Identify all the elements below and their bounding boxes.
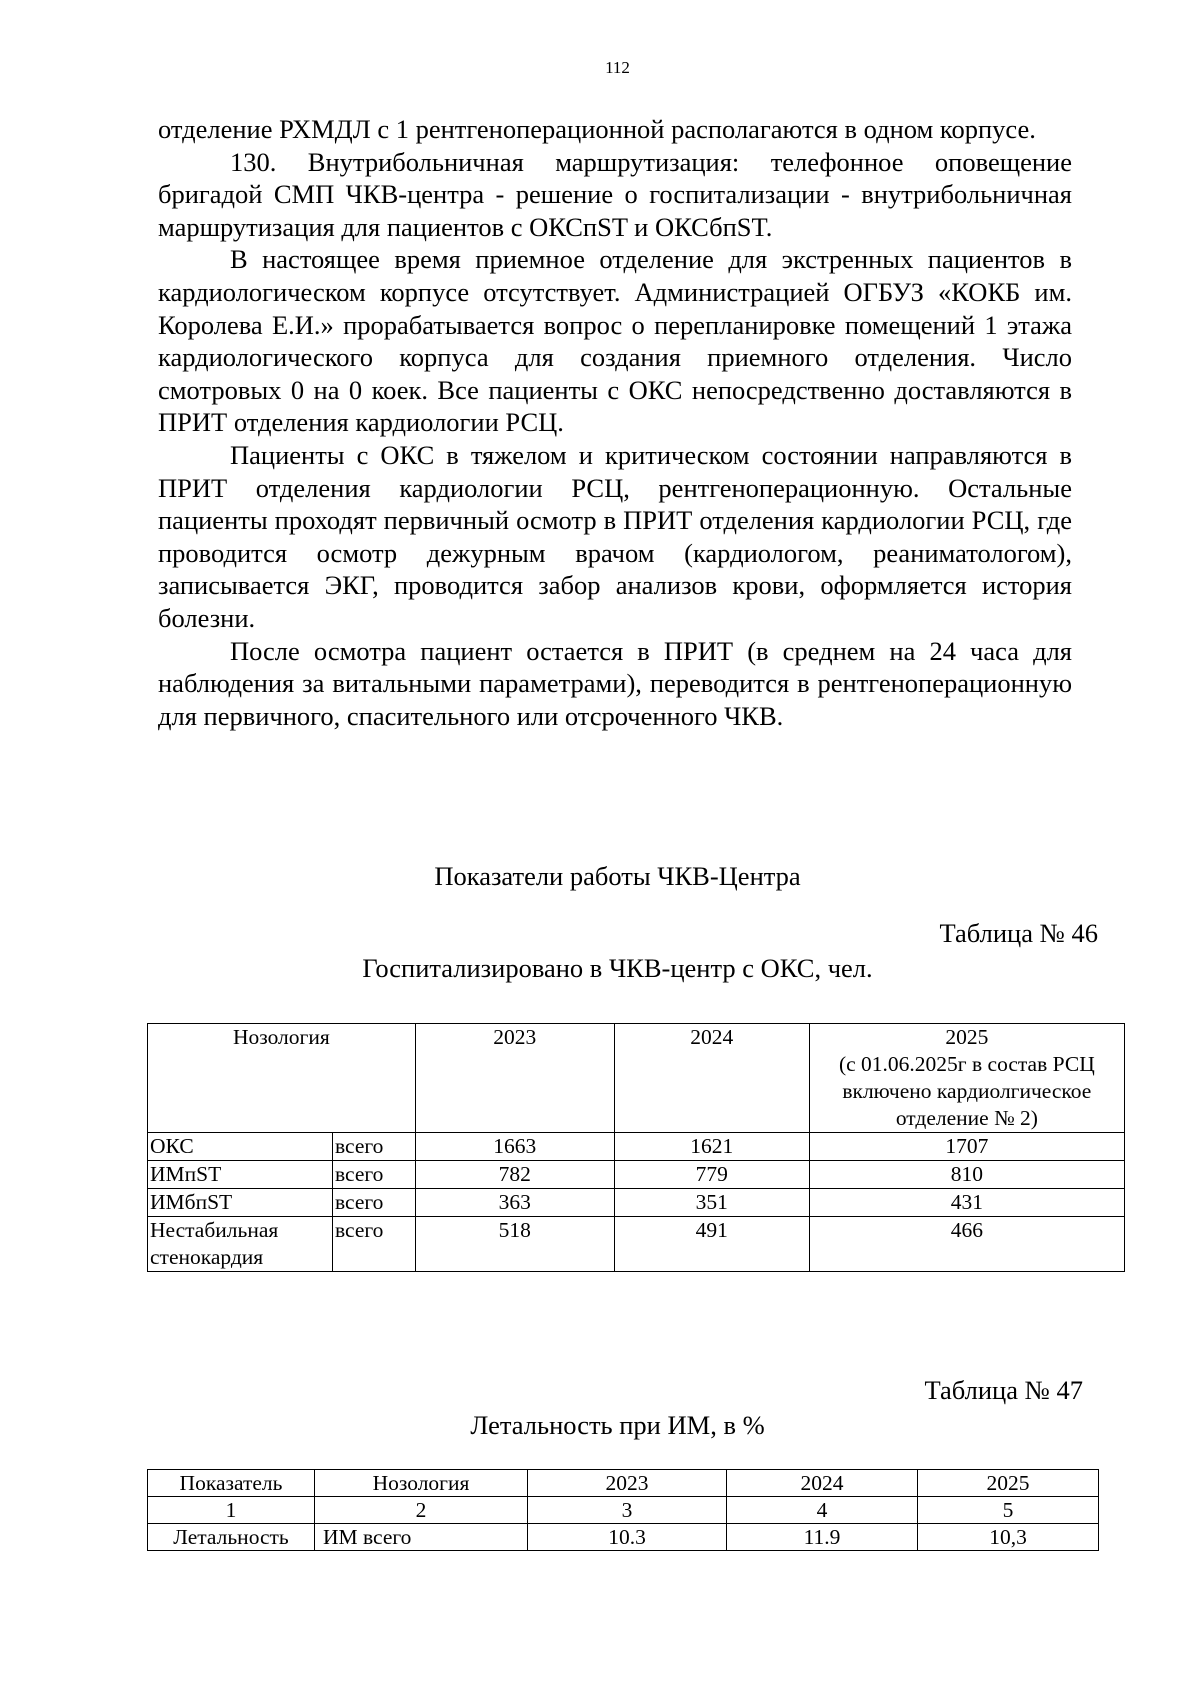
row-value-2023: 782 [415, 1161, 614, 1189]
header-2023: 2023 [528, 1470, 727, 1497]
table-row [148, 1497, 1099, 1524]
table-47 [147, 1469, 1099, 1551]
body-text [158, 113, 1072, 732]
table-46 [147, 1023, 1125, 1272]
row-value-2025: 810 [809, 1161, 1124, 1189]
row-type: всего [333, 1189, 416, 1217]
header-2024: 2024 [614, 1024, 809, 1133]
header-2025 [809, 1024, 1124, 1133]
header-2025: 2025 [918, 1470, 1099, 1497]
header-2024: 2024 [727, 1470, 918, 1497]
column-number: 4 [727, 1497, 918, 1524]
header-2025-note: (с 01.06.2025г в состав РСЦ включено кардиолгическое отделение № 2) [838, 1052, 1095, 1130]
row-value-2024: 1621 [614, 1133, 809, 1161]
row-value-2025: 10,3 [918, 1524, 1099, 1551]
table-row [148, 1133, 1125, 1161]
table-row [148, 1217, 1125, 1272]
column-number: 5 [918, 1497, 1099, 1524]
header-nosology: Нозология [148, 1024, 416, 1133]
row-name: ИМпST [148, 1161, 333, 1189]
paragraph-after-exam: После осмотра пациент остается в ПРИТ (в среднем на 24 часа для наблюдения за витальными параметрами), переводится в рентгеноперационную для первичного, спасительного или отсроченного ЧКВ. [158, 635, 1072, 731]
table-47-label: Таблица № 47 [924, 1375, 1083, 1405]
row-type: всего [333, 1133, 416, 1161]
row-value-2023: 518 [415, 1217, 614, 1272]
column-number: 2 [315, 1497, 528, 1524]
paragraph-130: 130. Внутрибольничная маршрутизация: телефонное оповещение бригадой СМП ЧКВ-центра - решение о госпитализации - внутрибольничная маршрутизация для пациентов с ОКСпST и ОКСбпST. [158, 146, 1072, 242]
paragraph-continuation: отделение РХМДЛ с 1 рентгеноперационной располагаются в одном корпусе. [158, 114, 1036, 144]
header-indicator: Показатель [148, 1470, 315, 1497]
table-row [148, 1470, 1099, 1497]
column-number: 3 [528, 1497, 727, 1524]
header-2025-year: 2025 [945, 1025, 989, 1049]
row-nosology: ИМ всего [315, 1524, 528, 1551]
page-number: 112 [605, 58, 630, 77]
table-46-label: Таблица № 46 [939, 918, 1098, 948]
row-value-2023: 363 [415, 1189, 614, 1217]
table-47-caption: Летальность при ИМ, в % [470, 1410, 765, 1440]
paragraph-admission: В настоящее время приемное отделение для экстренных пациентов в кардиологическом корпусе отсутствует. Администрацией ОГБУЗ «КОКБ им. Королева Е.И.» прорабатывается вопрос о перепланировке помещений 1 этажа кардиологического корпуса для создания приемного отделения. Число смотровых 0 на 0 коек. Все пациенты с ОКС непосредственно доставляются в ПРИТ отделения кардиологии РСЦ. [158, 244, 1072, 438]
row-value-2024: 351 [614, 1189, 809, 1217]
row-value-2025: 431 [809, 1189, 1124, 1217]
row-type: всего [333, 1217, 416, 1272]
table-46-caption: Госпитализировано в ЧКВ-центр с ОКС, чел. [362, 953, 873, 983]
paragraph-critical-patients: Пациенты с ОКС в тяжелом и критическом состоянии направляются в ПРИТ отделения кардиологии РСЦ, рентгеноперационную. Остальные пациенты проходят первичный осмотр в ПРИТ отделения кардиологии РСЦ, где проводится осмотр дежурным врачом (кардиологом, реаниматологом), записывается ЭКГ, проводится забор анализов крови, оформляется история болезни. [158, 439, 1072, 633]
row-value-2023: 1663 [415, 1133, 614, 1161]
row-value-2024: 491 [614, 1217, 809, 1272]
header-2023: 2023 [415, 1024, 614, 1133]
table-row [148, 1524, 1099, 1551]
row-type: всего [333, 1161, 416, 1189]
row-value-2024: 779 [614, 1161, 809, 1189]
table-row [148, 1161, 1125, 1189]
row-value-2024: 11.9 [727, 1524, 918, 1551]
row-value-2025: 1707 [809, 1133, 1124, 1161]
header-nosology: Нозология [315, 1470, 528, 1497]
row-indicator: Летальность [148, 1524, 315, 1551]
table-row [148, 1024, 1125, 1133]
row-name: ОКС [148, 1133, 333, 1161]
table-row [148, 1189, 1125, 1217]
row-name: Нестабильная стенокардия [148, 1217, 333, 1272]
row-value-2025: 466 [809, 1217, 1124, 1272]
section-title: Показатели работы ЧКВ-Центра [434, 861, 801, 891]
row-name: ИМбпST [148, 1189, 333, 1217]
row-value-2023: 10.3 [528, 1524, 727, 1551]
column-number: 1 [148, 1497, 315, 1524]
